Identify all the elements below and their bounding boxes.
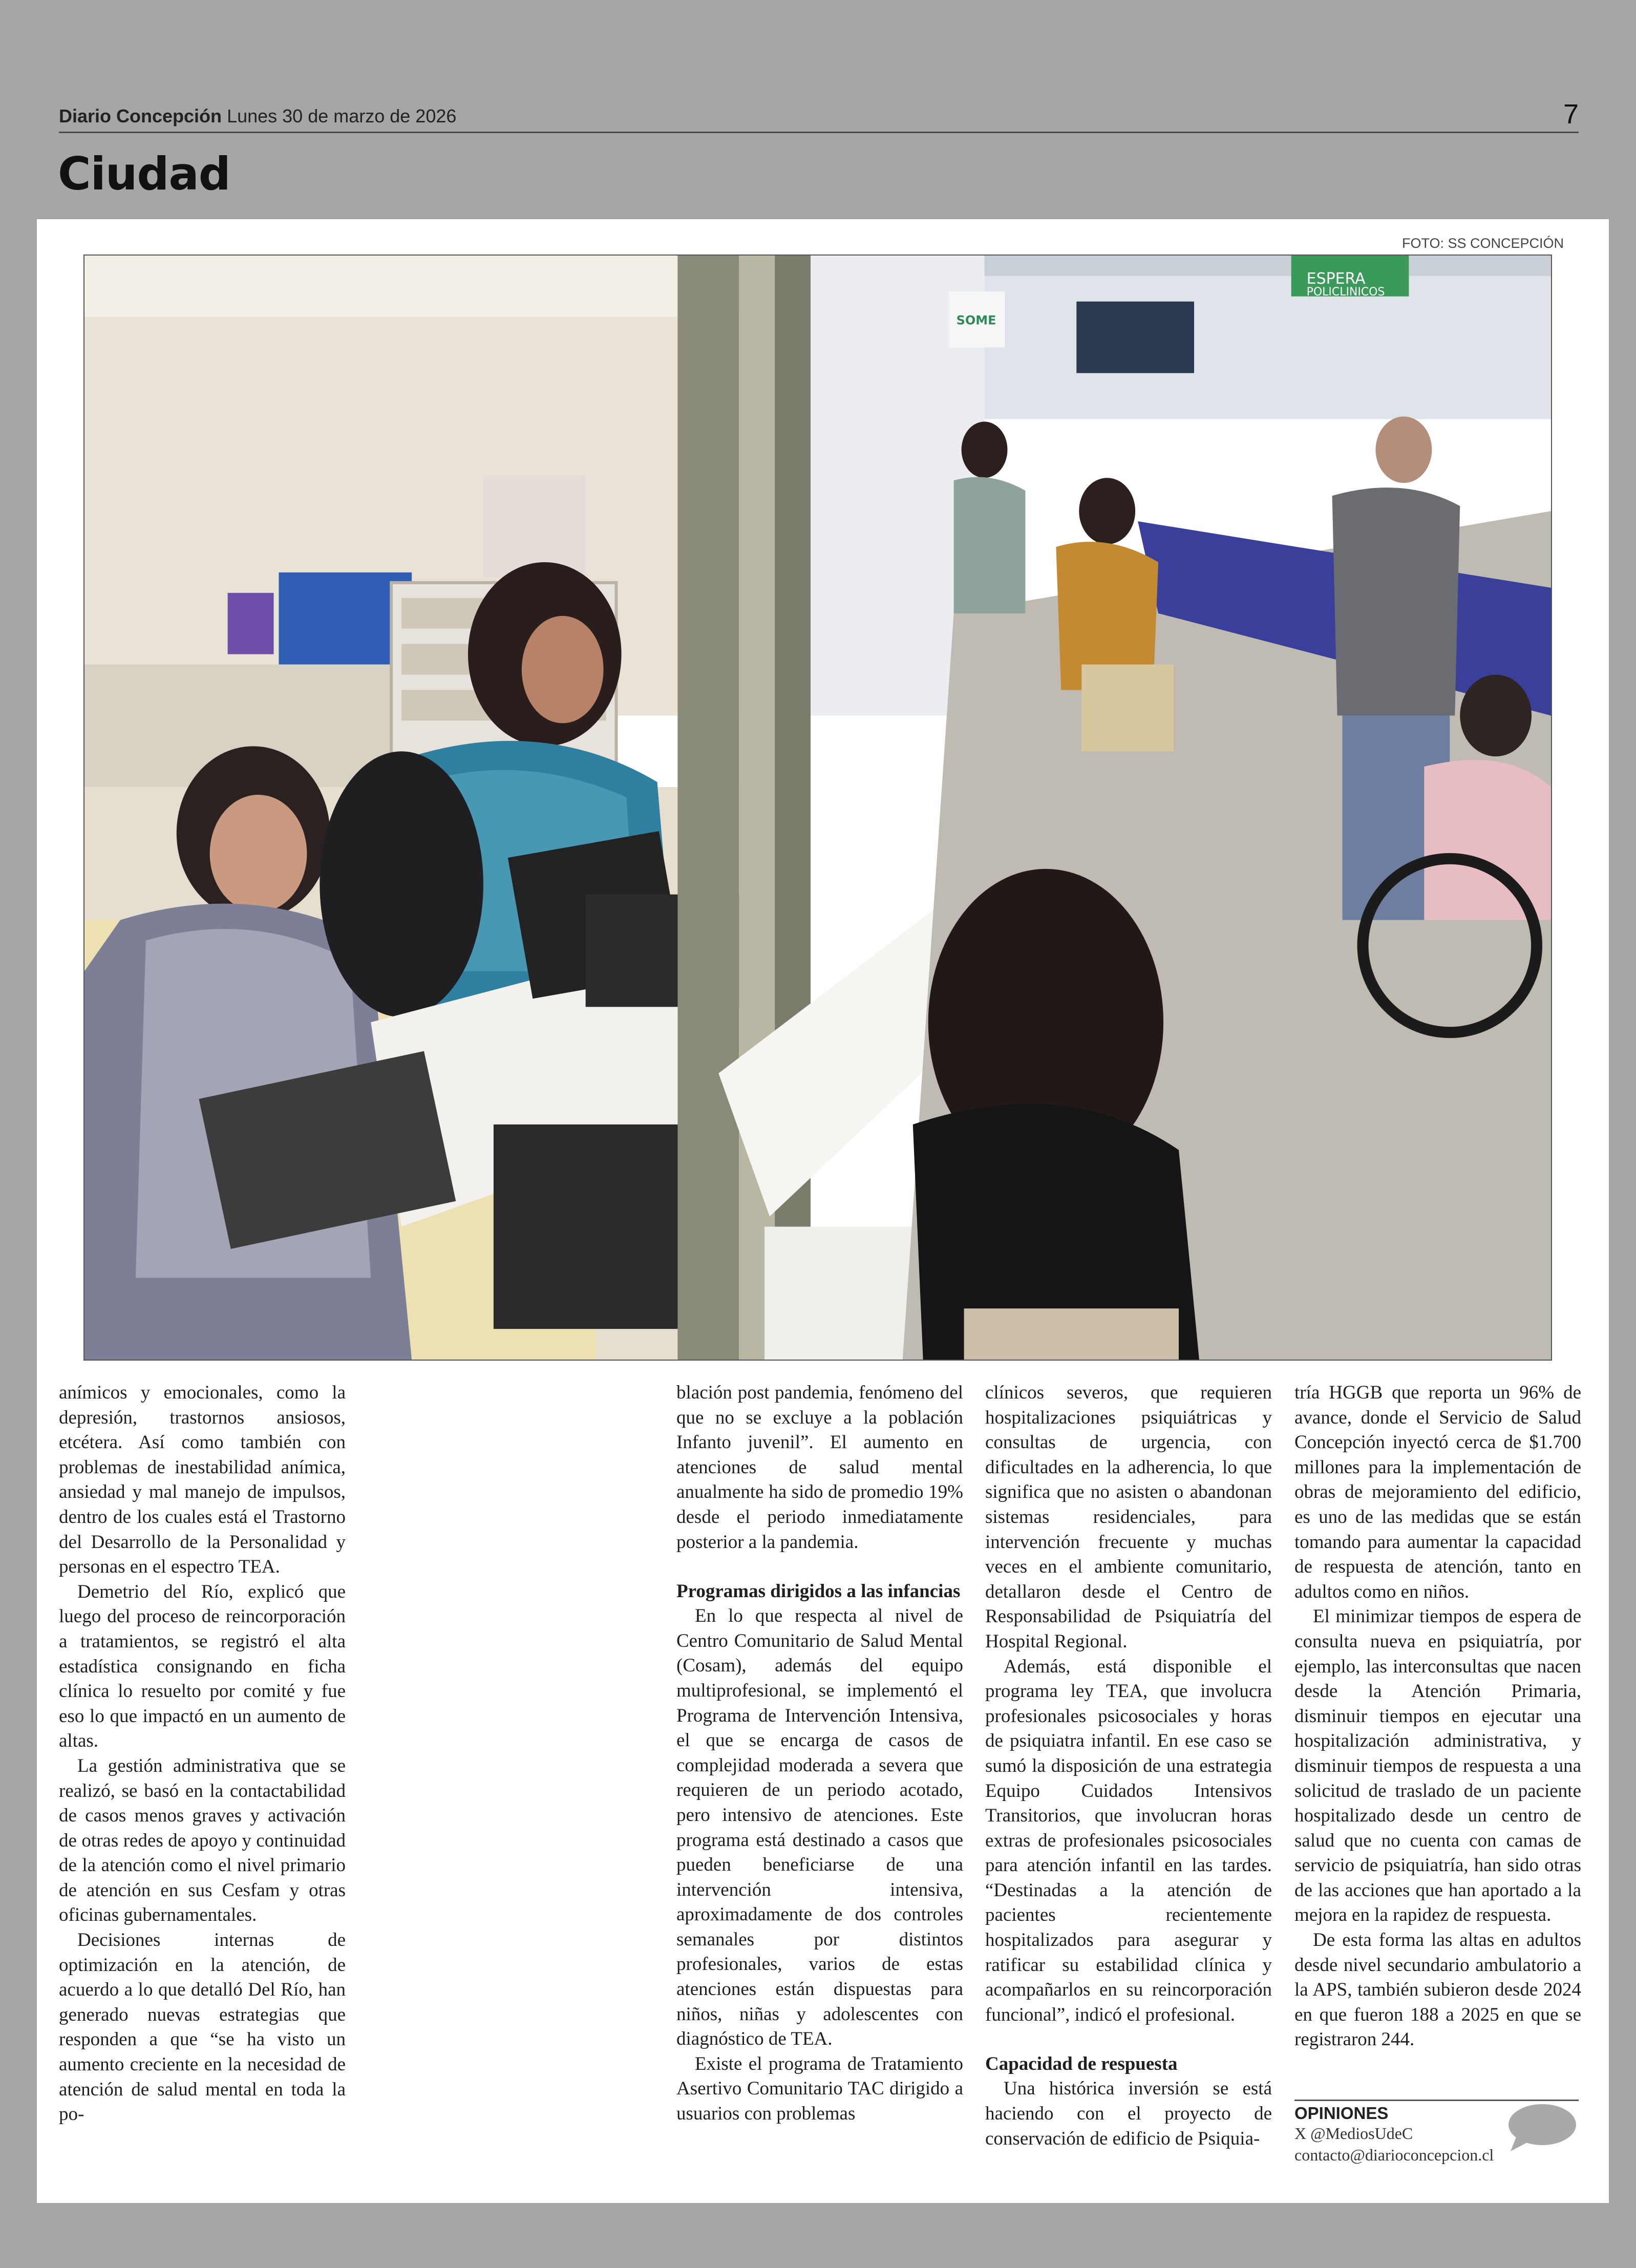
paragraph: En lo que respecta al nivel de Centro Comunitario de Salud Mental (Cosam), además del equipo multiprofesional, se implementó el Programa de Intervención Intensiva, el que se encarga de casos de complejidad moderada a severa que requieren de un periodo acotado, pero intensivo de atenciones. Este programa está destinado a casos que pueden beneficiarse de una intervención intensiva, aproximadamente de dos controles semanales por distintos profesionales, varios de estas atenciones están dispuestas para niños, niñas y adolescentes con diagnóstico de TEA. — [676, 1605, 963, 2050]
masthead — [59, 105, 456, 127]
photo-credit: FOTO: SS CONCEPCIÓN — [1402, 236, 1564, 251]
paragraph: Además, está disponible el programa ley TEA, que involucra profesionales psicosociales y horas de psiquiatra infantil. En ese caso se sumó la disposición de una estrategia Equipo Cuidados Intensivos Transitorios, que involucran horas extras de profesionales psicosociales para atención infantil en las tardes. “Destinadas a la atención de pacientes recientemente hospitalizados para asegurar y ratificar su estabilidad clínica y acompañarlos en su reincorporación funcional”, indicó el profesional. — [985, 1656, 1272, 2025]
opinions-email[interactable]: contacto@diarioconcepcion.cl — [1294, 2146, 1494, 2164]
article-column-3 — [985, 1381, 1272, 2151]
paragraph: Existe el programa de Tratamiento Asertivo Comunitario TAC dirigido a usuarios con problemas — [676, 2053, 963, 2125]
page-number: 7 — [1563, 99, 1579, 130]
paragraph: blación post pandemia, fenómeno del que no se excluye a la población Infanto juvenil”. El aumento en atenciones de salud mental anualmente ha sido de promedio 19% desde el periodo inmediatamente posterior a la pandemia. — [676, 1382, 963, 1553]
sign-some: SOME — [956, 313, 996, 328]
article-column-2 — [676, 1381, 963, 2127]
paragraph: La gestión administrativa que se realizó, se basó en la contactabilidad de casos menos graves y activación de otras redes de apoyo y continuidad de la atención como el nivel primario de atención en sus Cesfam y otras oficinas gubernamentales. — [59, 1755, 346, 1926]
paragraph: El minimizar tiempos de espera de consulta nueva en psiquiatría, por ejemplo, las interconsultas que nacen desde la Atención Primaria, disminuir tiempos en ejecutar una hospitalización administrativa, y disminuir tiempos de respuesta a una solicitud de traslado de un paciente hospitalizado desde un centro de salud que no cuenta con camas de servicio de psiquiatría, han sido otras de las acciones que han aportado a la mejora en la rapidez de respuesta. — [1294, 1606, 1581, 1926]
paragraph: clínicos severos, que requieren hospitalizaciones psiquiátricas y consultas de urgencia, con dificultades en la adherencia, lo que significa que no asisten o abandonan sistemas residenciales, para intervención frecuente y muchas veces en el ambiente comunitario, detallaron desde el Centro de Responsabilidad de Psiquiatría del Hospital Regional. — [985, 1382, 1272, 1652]
speech-bubble-icon — [1505, 2102, 1577, 2153]
sign-espera: ESPERA — [1306, 269, 1366, 288]
paper-name: Diario Concepción — [59, 105, 222, 126]
issue-date: Lunes 30 de marzo de 2026 — [227, 105, 457, 126]
paragraph: tría HGGB que reporta un 96% de avance, donde el Servicio de Salud Concepción inyectó cerca de $1.700 millones para la implementación de obras de mejoramiento del edificio, es uno de las medidas que se están tomando para aumentar la capacidad de respuesta de atención, tanto en adultos como en niños. — [1294, 1382, 1581, 1602]
opinions-social: X @MediosUdeC — [1294, 2124, 1413, 2143]
subheading: Programas dirigidos a las infancias — [676, 1581, 961, 1602]
hospital-reception-illustration — [84, 256, 1551, 1360]
opinions-title: OPINIONES — [1294, 2104, 1389, 2123]
article-photo — [83, 255, 1552, 1361]
paragraph: De esta forma las altas en adultos desde nivel secundario ambulatorio a la APS, también subieron desde 2024 en que fueron 188 a 2025 en que se registraron 244. — [1294, 1930, 1581, 2050]
opinions-rule — [1294, 2100, 1579, 2101]
paragraph: Demetrio del Río, explicó que luego del proceso de reincorporación a tratamientos, se registró el alta estadística consignando en ficha clínica lo resuelto por comité y fue eso lo que impactó en un aumento de altas. — [59, 1581, 346, 1752]
subheading: Capacidad de respuesta — [985, 2053, 1178, 2075]
section-title: Ciudad — [58, 147, 230, 200]
paragraph: Decisiones internas de optimización en la atención, de acuerdo a lo que detalló Del Río, han generado nuevas estrategias que responden a que “se ha visto un aumento creciente en la necesidad de atención de salud mental en toda la po- — [59, 1930, 346, 2125]
sign-policlinicos: POLICLINICOS — [1306, 285, 1385, 299]
paragraph: Una histórica inversión se está haciendo con el proyecto de conservación de edificio de Psiquia- — [985, 2078, 1272, 2149]
paragraph: anímicos y emocionales, como la depresión, trastornos ansiosos, etcétera. Así como también con problemas de inestabilidad anímica, ansiedad y mal manejo de impulsos, dentro de los cuales está el Trastorno del Desarrollo de la Personalidad y personas en el espectro TEA. — [59, 1382, 346, 1578]
article-column-1 — [59, 1381, 346, 2127]
article-column-4 — [1294, 1381, 1581, 2052]
